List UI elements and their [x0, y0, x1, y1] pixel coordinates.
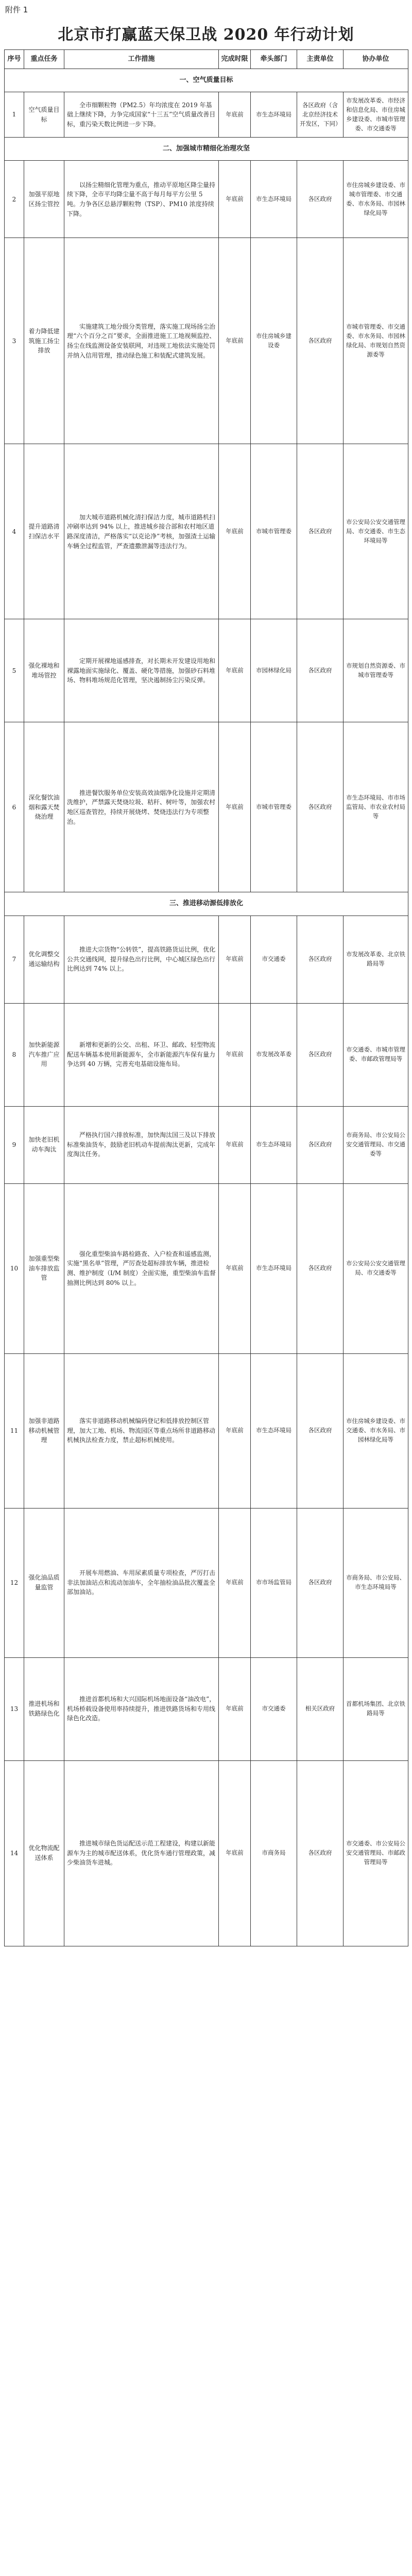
row-number: 9	[5, 1106, 24, 1183]
table-row	[5, 92, 408, 138]
row-measure: 定期开展裸地遥感排查，对长期未开发建设用地和裸露地面实施绿化、覆盖、硬化等措施，加强砂石料堆场、物料堆场规范化管理，坚决遏制扬尘污染反弹。	[64, 619, 219, 722]
row-co-unit: 市规划自然资源委、市城市管理委等	[344, 619, 408, 722]
row-number: 13	[5, 1657, 24, 1760]
row-deadline: 年底前	[219, 1508, 251, 1657]
row-main-unit: 各区政府	[297, 1003, 344, 1106]
header-co-unit: 协办单位	[344, 50, 408, 69]
table-row	[5, 1106, 408, 1183]
row-deadline: 年底前	[219, 444, 251, 619]
row-task: 提升道路清扫保洁水平	[24, 444, 64, 619]
row-main-unit: 各区政府	[297, 161, 344, 238]
row-main-unit: 相关区政府	[297, 1657, 344, 1760]
header-no: 序号	[5, 50, 24, 69]
row-main-unit: 各区政府	[297, 238, 344, 444]
row-task: 优化调整交通运输结构	[24, 916, 64, 1003]
row-measure: 全市细颗粒物（PM2.5）年均浓度在 2019 年基础上继续下降，力争完成国家“十三五”空气质量改善目标，重污染天数比例进一步下降。	[64, 92, 219, 138]
row-number: 5	[5, 619, 24, 722]
row-lead-dept: 市交通委	[251, 916, 297, 1003]
row-measure: 推进首都机场和大兴国际机场地面设备“油改电”，机场桥载设备使用率持续提升，推进铁路货场和专用线绿色化改造。	[64, 1657, 219, 1760]
row-lead-dept: 市市场监管局	[251, 1508, 297, 1657]
header-deadline: 完成时限	[219, 50, 251, 69]
section-row	[5, 69, 408, 92]
row-task: 强化油品质量监管	[24, 1508, 64, 1657]
row-main-unit: 各区政府	[297, 1760, 344, 1946]
table-row	[5, 1657, 408, 1760]
section-title: 三、推进移动源低排放化	[5, 892, 408, 916]
row-number: 4	[5, 444, 24, 619]
row-number: 12	[5, 1508, 24, 1657]
row-co-unit: 市城市管理委、市交通委、市水务局、市园林绿化局、市规划自然资源委等	[344, 238, 408, 444]
row-main-unit: 各区政府	[297, 916, 344, 1003]
section-row	[5, 892, 408, 916]
row-main-unit: 各区政府（含北京经济技术开发区，下同）	[297, 92, 344, 138]
table-header-row	[5, 50, 408, 69]
row-task: 加强重型柴油车排放监管	[24, 1183, 64, 1353]
row-task: 加强非道路移动机械管理	[24, 1353, 64, 1508]
row-measure: 加大城市道路机械化清扫保洁力度，城市道路机扫冲刷率达到 94% 以上，推进城乡接合部和农村地区道路深度清洁，严格落实“以克论净”考核，加强渣土运输车辆全过程监管，严查遗撒泄漏等违法行为。	[64, 444, 219, 619]
row-deadline: 年底前	[219, 161, 251, 238]
row-number: 2	[5, 161, 24, 238]
row-lead-dept: 市园林绿化局	[251, 619, 297, 722]
row-deadline: 年底前	[219, 722, 251, 892]
row-number: 11	[5, 1353, 24, 1508]
row-deadline: 年底前	[219, 92, 251, 138]
page-title: 北京市打赢蓝天保卫战 2020 年行动计划	[58, 26, 354, 44]
row-measure: 开展车用燃油、车用尿素质量专项检查，严厉打击非法加油站点和流动加油车，全年抽检油品批次覆盖全部加油站。	[64, 1508, 219, 1657]
action-plan-table	[4, 49, 408, 1946]
table-row	[5, 619, 408, 722]
row-main-unit: 各区政府	[297, 619, 344, 722]
row-deadline: 年底前	[219, 1003, 251, 1106]
row-task: 强化裸地和堆场管控	[24, 619, 64, 722]
table-row	[5, 722, 408, 892]
table-row	[5, 238, 408, 444]
table-body	[5, 69, 408, 1946]
attachment-label: 附件 1	[5, 5, 28, 14]
row-lead-dept: 市生态环境局	[251, 161, 297, 238]
row-number: 14	[5, 1760, 24, 1946]
row-lead-dept: 市商务局	[251, 1760, 297, 1946]
row-lead-dept: 市交通委	[251, 1657, 297, 1760]
row-co-unit: 首都机场集团、北京铁路局等	[344, 1657, 408, 1760]
row-lead-dept: 市生态环境局	[251, 1183, 297, 1353]
row-number: 8	[5, 1003, 24, 1106]
row-deadline: 年底前	[219, 1183, 251, 1353]
row-task: 着力降低建筑施工扬尘排放	[24, 238, 64, 444]
row-measure: 以扬尘精细化管理为重点，推动平原地区降尘量持续下降，全市平均降尘量不高于每月每平方公里 5 吨。力争各区总悬浮颗粒物（TSP）、PM10 浓度持续下降。	[64, 161, 219, 238]
row-lead-dept: 市生态环境局	[251, 92, 297, 138]
row-co-unit: 市发展改革委、北京铁路局等	[344, 916, 408, 1003]
row-co-unit: 市发展改革委、市经济和信息化局、市住房城乡建设委、市城市管理委、市交通委等	[344, 92, 408, 138]
header-main-unit: 主责单位	[297, 50, 344, 69]
header-measure: 工作措施	[64, 50, 219, 69]
row-measure: 推进餐饮服务单位安装高效油烟净化设施并定期清洗维护，严禁露天焚烧垃圾、秸秆、树叶等，加强农村地区巡查管控，持续开展烧烤、焚烧违法行为专项整治。	[64, 722, 219, 892]
row-measure: 强化重型柴油车路检路查、入户检查和遥感监测，实施“黑名单”管理，严厉查处超标排放车辆，推进检测、维护制度（I/M 制度）全面实施，重型柴油车监督抽测比例达到 80% 以上。	[64, 1183, 219, 1353]
table-row	[5, 161, 408, 238]
row-lead-dept: 市生态环境局	[251, 1106, 297, 1183]
row-lead-dept: 市城市管理委	[251, 722, 297, 892]
row-main-unit: 各区政府	[297, 1353, 344, 1508]
row-number: 10	[5, 1183, 24, 1353]
section-title: 二、加强城市精细化治理攻坚	[5, 138, 408, 161]
row-task: 深化餐饮油烟和露天焚烧治理	[24, 722, 64, 892]
row-deadline: 年底前	[219, 1353, 251, 1508]
row-lead-dept: 市生态环境局	[251, 1353, 297, 1508]
row-co-unit: 市公安局公安交通管理局、市交通委等	[344, 1183, 408, 1353]
table-row	[5, 916, 408, 1003]
row-measure: 推进大宗货物“公转铁”，提高铁路货运比例，优化公共交通线网，提升绿色出行比例，中心城区绿色出行比例达到 74% 以上。	[64, 916, 219, 1003]
table-row	[5, 444, 408, 619]
row-lead-dept: 市发展改革委	[251, 1003, 297, 1106]
row-lead-dept: 市城市管理委	[251, 444, 297, 619]
row-task: 推进机场和铁路绿色化	[24, 1657, 64, 1760]
row-number: 3	[5, 238, 24, 444]
table-row	[5, 1508, 408, 1657]
table-row	[5, 1003, 408, 1106]
row-task: 空气质量目标	[24, 92, 64, 138]
table-row	[5, 1353, 408, 1508]
row-main-unit: 各区政府	[297, 722, 344, 892]
table-row	[5, 1760, 408, 1946]
row-deadline: 年底前	[219, 619, 251, 722]
row-co-unit: 市公安局公安交通管理局、市交通委、市生态环境局等	[344, 444, 408, 619]
row-measure: 新增和更新的公交、出租、环卫、邮政、轻型物流配送车辆基本使用新能源车，全市新能源汽车保有量力争达到 40 万辆，完善充电基础设施布局。	[64, 1003, 219, 1106]
row-co-unit: 市商务局、市公安局公安交通管理局、市交通委等	[344, 1106, 408, 1183]
section-row	[5, 138, 408, 161]
row-main-unit: 各区政府	[297, 1508, 344, 1657]
row-co-unit: 市交通委、市公安局公安交通管理局、市邮政管理局等	[344, 1760, 408, 1946]
header-task: 重点任务	[24, 50, 64, 69]
row-measure: 严格执行国六排放标准，加快淘汰国三及以下排放标准柴油货车，鼓励老旧机动车提前淘汰更新，完成年度淘汰任务。	[64, 1106, 219, 1183]
row-main-unit: 各区政府	[297, 1183, 344, 1353]
row-task: 加强平原地区扬尘管控	[24, 161, 64, 238]
row-deadline: 年底前	[219, 916, 251, 1003]
row-co-unit: 市交通委、市城市管理委、市邮政管理局等	[344, 1003, 408, 1106]
row-deadline: 年底前	[219, 1760, 251, 1946]
row-measure: 实施建筑工地分级分类管理，落实施工现场扬尘治理“六个百分之百”要求，全面推进施工工地视频监控、扬尘在线监测设备安装联网，对违规工地依法实施处罚并纳入信用管理，推动绿色施工和装配式建筑发展。	[64, 238, 219, 444]
row-lead-dept: 市住房城乡建设委	[251, 238, 297, 444]
row-main-unit: 各区政府	[297, 1106, 344, 1183]
row-deadline: 年底前	[219, 1657, 251, 1760]
row-task: 加快新能源汽车推广应用	[24, 1003, 64, 1106]
row-number: 6	[5, 722, 24, 892]
row-task: 优化物流配送体系	[24, 1760, 64, 1946]
row-main-unit: 各区政府	[297, 444, 344, 619]
row-deadline: 年底前	[219, 238, 251, 444]
row-co-unit: 市生态环境局、市市场监管局、市农业农村局等	[344, 722, 408, 892]
row-measure: 推进城市绿色货运配送示范工程建设，构建以新能源车为主的城市配送体系，优化货车通行管理政策，减少柴油货车进城。	[64, 1760, 219, 1946]
row-number: 7	[5, 916, 24, 1003]
header-lead-dept: 牵头部门	[251, 50, 297, 69]
table-row	[5, 1183, 408, 1353]
row-co-unit: 市住房城乡建设委、市交通委、市水务局、市园林绿化局等	[344, 1353, 408, 1508]
row-measure: 落实非道路移动机械编码登记和低排放控制区管理，加大工地、机场、物流园区等重点场所非道路移动机械执法检查力度，禁止超标机械使用。	[64, 1353, 219, 1508]
row-task: 加快老旧机动车淘汰	[24, 1106, 64, 1183]
row-co-unit: 市住房城乡建设委、市城市管理委、市交通委、市水务局、市园林绿化局等	[344, 161, 408, 238]
row-co-unit: 市商务局、市公安局、市生态环境局等	[344, 1508, 408, 1657]
row-deadline: 年底前	[219, 1106, 251, 1183]
section-title: 一、空气质量目标	[5, 69, 408, 92]
row-number: 1	[5, 92, 24, 138]
